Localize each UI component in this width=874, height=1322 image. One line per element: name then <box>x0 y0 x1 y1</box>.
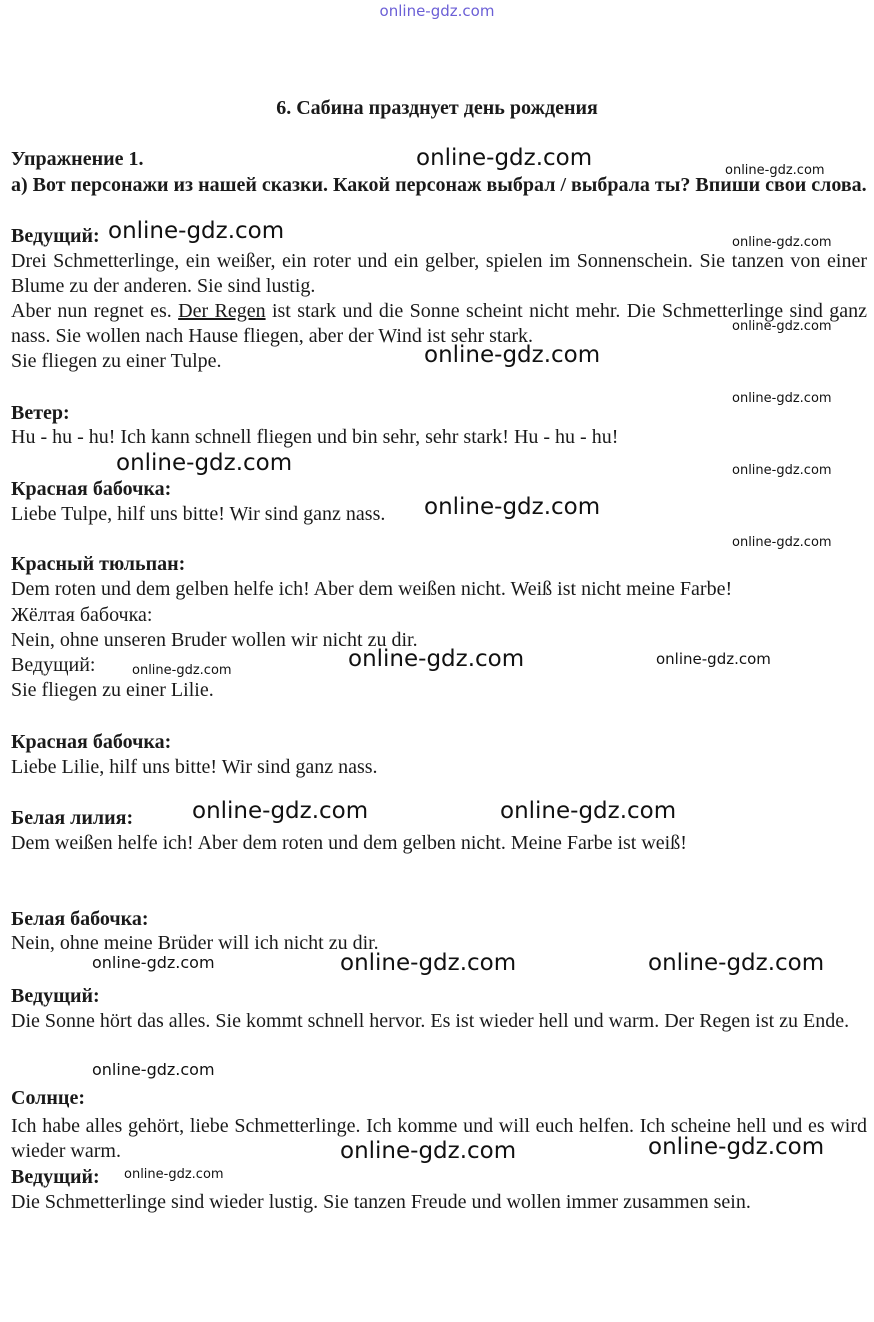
speaker-label: Белая лилия: <box>11 807 134 829</box>
watermark: online-gdz.com <box>416 145 593 171</box>
speaker-label: Ветер: <box>11 402 70 424</box>
dialogue-line: Die Schmetterlinge sind wieder lustig. Sie tanzen Freude und wollen immer zusammen sein. <box>11 1191 751 1213</box>
text-segment: ist stark und die Sonne scheint nicht mehr. Die Schmetterlinge sind ganz nass. Sie wollen nach Hause fliegen, aber der Wind ist sehr stark. <box>11 300 867 347</box>
speaker-label: Красный тюльпан: <box>11 553 186 575</box>
dialogue-line: Liebe Lilie, hilf uns bitte! Wir sind ganz nass. <box>11 756 378 778</box>
dialogue-line: Sie fliegen zu einer Lilie. <box>11 679 214 701</box>
exercise-task: а) Вот персонажи из нашей сказки. Какой персонаж выбрал / выбрала ты? Впиши свои слова. <box>11 174 867 196</box>
text-segment: Aber nun regnet es. <box>11 300 179 322</box>
watermark: online-gdz.com <box>732 235 832 250</box>
dialogue-line: Die Sonne hört das alles. Sie kommt schnell hervor. Es ist wieder hell und warm. Der Regen ist zu Ende. <box>11 1010 850 1032</box>
dialogue-line: Nein, ohne unseren Bruder wollen wir nicht zu dir. <box>11 629 418 651</box>
speaker-label: Жёлтая бабочка: <box>11 604 153 626</box>
exercise-heading: Упражнение 1. <box>11 148 144 170</box>
speaker-label: Ведущий: <box>11 225 100 247</box>
watermark: online-gdz.com <box>648 950 825 976</box>
dialogue-line: Sie fliegen zu einer Tulpe. <box>11 350 222 372</box>
dialogue-line: Drei Schmetterlinge, ein weißer, ein roter und ein gelber, spielen im Sonnenschein. Sie tanzen von einer Blume zu der anderen. Sie sind lustig. <box>11 250 867 297</box>
dialogue-line: Ich habe alles gehört, liebe Schmetterlinge. Ich komme und will euch helfen. Ich scheine hell und es wird wieder warm. <box>11 1115 867 1162</box>
dialogue-line: Hu - hu - hu! Ich kann schnell fliegen und bin sehr, sehr stark! Hu - hu - hu! <box>11 426 619 448</box>
speaker-label: Ведущий: <box>11 654 96 676</box>
page-title: 6. Сабина празднует день рождения <box>276 97 598 119</box>
dialogue-line: Dem roten und dem gelben helfe ich! Aber dem weißen nicht. Weiß ist nicht meine Farbe! <box>11 578 733 600</box>
watermark: online-gdz.com <box>340 950 517 976</box>
watermark: online-gdz.com <box>116 450 293 476</box>
watermark: online-gdz.com <box>340 1138 517 1164</box>
dialogue-line: Dem weißen helfe ich! Aber dem roten und dem gelben nicht. Meine Farbe ist weiß! <box>11 832 687 854</box>
speaker-label: Солнце: <box>11 1087 85 1109</box>
dialogue-line: Liebe Tulpe, hilf uns bitte! Wir sind ganz nass. <box>11 503 386 525</box>
watermark: online-gdz.com <box>424 342 601 368</box>
watermark: online-gdz.com <box>92 1060 215 1079</box>
watermark: online-gdz.com <box>108 218 285 244</box>
watermark: online-gdz.com <box>732 319 832 334</box>
watermark: online-gdz.com <box>500 798 677 824</box>
watermark: online-gdz.com <box>732 535 832 550</box>
watermark: online-gdz.com <box>124 1167 224 1182</box>
speaker-label: Ведущий: <box>11 1166 100 1188</box>
watermark: online-gdz.com <box>92 953 215 972</box>
underlined-phrase: Der Regen <box>178 300 266 322</box>
watermark: online-gdz.com <box>648 1134 825 1160</box>
speaker-label: Белая бабочка: <box>11 908 149 930</box>
watermark: online-gdz.com <box>424 494 601 520</box>
dialogue-line: Nein, ohne meine Brüder will ich nicht zu dir. <box>11 932 379 954</box>
site-header-link[interactable]: online-gdz.com <box>379 2 495 20</box>
watermark: online-gdz.com <box>656 650 771 668</box>
speaker-label: Ведущий: <box>11 985 100 1007</box>
watermark: online-gdz.com <box>192 798 369 824</box>
watermark: online-gdz.com <box>732 391 832 406</box>
watermark: online-gdz.com <box>348 646 525 672</box>
watermark: online-gdz.com <box>132 663 232 678</box>
speaker-label: Красная бабочка: <box>11 478 172 500</box>
watermark: online-gdz.com <box>732 463 832 478</box>
speaker-label: Красная бабочка: <box>11 731 172 753</box>
watermark: online-gdz.com <box>725 163 825 178</box>
